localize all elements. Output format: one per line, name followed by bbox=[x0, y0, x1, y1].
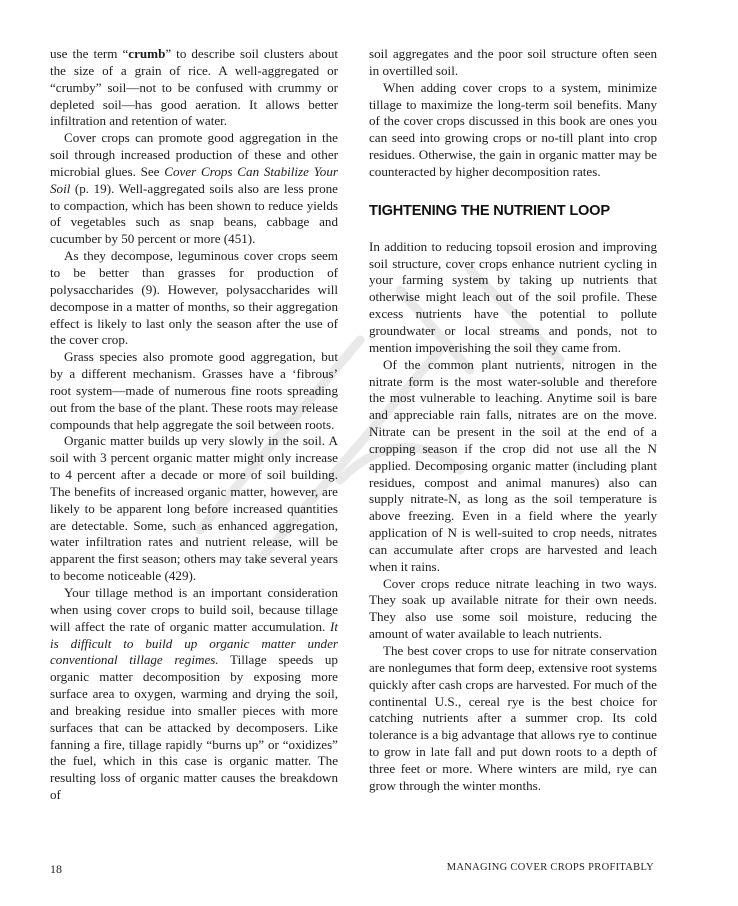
right-column-bottom bbox=[369, 239, 657, 795]
italic-text: Cover Crops Can Stabilize Your Soil bbox=[50, 163, 338, 196]
right-column-top bbox=[369, 46, 657, 181]
text-run: Tillage speeds up organic matter decomposition by exposing more surface area to oxygen, warming and drying the soil, and breaking residue into smaller pieces with more surfaces that can be attacked by decomposers. Like fanning a fire, tillage rapidly “burns up” or “oxidizes” the fuel, which in this case is organic matter. The resulting loss of organic matter causes the breakdown of bbox=[50, 652, 338, 803]
paragraph bbox=[50, 46, 338, 130]
text-run: use the term “ bbox=[50, 46, 129, 61]
paragraph: Of the common plant nutrients, nitrogen in the nitrate form is the most water-soluble and therefore the most vulnerable to leaching. Anytime soil is bare and appreciable rain falls, nitrates are on the move. Nitrate can be present in the soil at the end of a cropping season if the crop did not use all the N applied. Decomposing organic matter (including plant residues, compost and animal manures) also can supply nitrate-N, as long as the soil temperature is above freezing. Even in a field where the yearly application of N is well-suited to crop needs, nitrates can accumulate after crops are harvested and leach when it rains. bbox=[369, 356, 657, 574]
text-run: Organic matter builds up very slowly in the soil. A soil with 3 percent organic matter might only increase to 4 percent after a decade or more of soil building. The benefits of increased organic matter, however, are likely to be apparent long before increased quantities are detectable. Some, such as enhanced aggregation, water infiltration rates and nutrient release, will be apparent the first season; others may take several years to become noticeable (429). bbox=[50, 433, 338, 584]
left-column bbox=[50, 46, 338, 804]
running-title: MANAGING COVER CROPS PROFITABLY bbox=[446, 862, 654, 873]
page-number: 18 bbox=[50, 862, 62, 876]
italic-text: It is difficult to build up organic matter under conventional tillage regimes. bbox=[50, 618, 338, 668]
text-run: Grass species also promote good aggregation, but by a different mechanism. Grasses have a ‘fibrous’ root system—made of numerous fine roots spreading out from the base of the plant. These roots may release compounds that help aggregate the soil between roots. bbox=[50, 349, 338, 432]
paragraph bbox=[50, 433, 338, 585]
paragraph: The best cover crops to use for nitrate conservation are nonlegumes that form deep, extensive root systems quickly after cash crops are harvested. For much of the continental U.S., cereal rye is the best choice for catching nutrients after a summer crop. Its cold tolerance is a big advantage that allows rye to continue to grow in late fall and put down roots to a depth of three feet or more. Where winters are mild, rye can grow through the winter months. bbox=[369, 643, 657, 793]
paragraph: soil aggregates and the poor soil structure often seen in overtilled soil. bbox=[369, 46, 657, 78]
bold-term: crumb bbox=[128, 46, 166, 61]
text-run: As they decompose, leguminous cover crops seem to be better than grasses for production of polysaccharides (9). However, polysaccharides will decompose in a matter of months, so their aggregation effect is likely to last only the season after the use of the cover crop. bbox=[50, 248, 338, 348]
right-column bbox=[369, 46, 657, 795]
paragraph bbox=[50, 585, 338, 804]
paragraph bbox=[50, 130, 338, 248]
text-run: Your tillage method is an important consideration when using cover crops to build soil, because tillage will affect the rate of organic matter accumulation. bbox=[50, 585, 338, 634]
section-heading: TIGHTENING THE NUTRIENT LOOP bbox=[369, 202, 610, 219]
text-run: (p. 19). Well-aggregated soils also are less prone to compaction, which has been shown to reduce yields of vegetables such as snap beans, cabbage and cucumber by 50 percent or more (451). bbox=[50, 180, 338, 247]
paragraph: Cover crops reduce nitrate leaching in two ways. They soak up available nitrate for their own needs. They also use some soil moisture, reducing the amount of water available to leach nutrients. bbox=[369, 575, 657, 642]
paragraph bbox=[50, 349, 338, 433]
paragraph bbox=[50, 248, 338, 349]
text-run: ” to describe soil clusters about the size of a grain of rice. A well-aggregated or “crumby” soil—not to be confused with crummy or depleted soil—has good aeration. It allows better infiltration and retention of water. bbox=[50, 46, 338, 129]
text-run: Cover crops can promote good aggregation in the soil through increased production of these and other microbial glues. See bbox=[50, 130, 338, 179]
paragraph: In addition to reducing topsoil erosion and improving soil structure, cover crops enhance nutrient cycling in your farming system by taking up nutrients that otherwise might leach out of the soil profile. These excess nutrients have the potential to pollute groundwater or local streams and ponds, not to mention impoverishing the soil they came from. bbox=[369, 238, 657, 355]
paragraph: When adding cover crops to a system, minimize tillage to maximize the long-term soil benefits. Many of the cover crops discussed in this book are ones you can seed into growing crops or no-till plant into crop residues. Otherwise, the gain in organic matter may be counteracted by higher decomposition rates. bbox=[369, 79, 657, 179]
